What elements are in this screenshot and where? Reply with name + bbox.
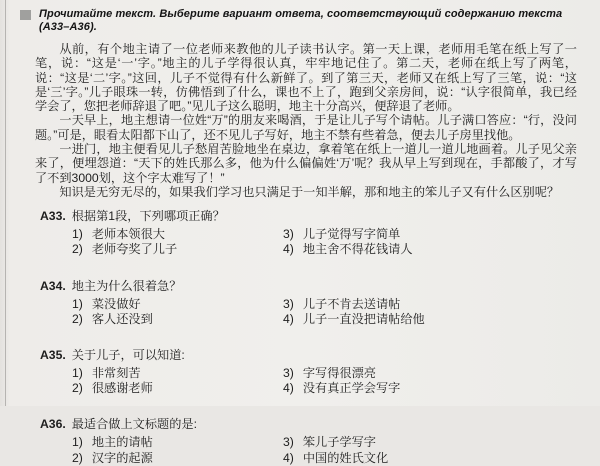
option-number: 1) bbox=[72, 366, 83, 381]
options-grid bbox=[40, 297, 577, 327]
option-text: 很感谢老师 bbox=[91, 381, 153, 396]
option-1 bbox=[72, 366, 283, 381]
questions-section bbox=[40, 209, 577, 466]
question-heading bbox=[40, 209, 577, 224]
question-text: 地主为什么很着急？ bbox=[71, 278, 182, 293]
question-a33 bbox=[40, 209, 577, 257]
option-4 bbox=[283, 381, 577, 396]
option-4 bbox=[283, 451, 577, 466]
instruction-text: Прочитайте текст. Выберите вариант ответа, соответствующий содержанию текста (А33–А36). bbox=[39, 8, 563, 33]
option-2 bbox=[72, 451, 283, 466]
passage-paragraph: 一天早上，地主想请一位姓“万”的朋友来喝酒，于是让儿子写个请帖。儿子满口答应：“行，没问题。”可是，眼看太阳都下山了，还不见儿子写好，地主不禁有些着急，便去儿子房里找他。 bbox=[35, 113, 577, 142]
option-2 bbox=[72, 381, 283, 396]
option-number: 3) bbox=[283, 435, 294, 450]
option-text: 非常刻苦 bbox=[91, 366, 141, 381]
option-number: 2) bbox=[72, 381, 83, 396]
square-bullet-icon bbox=[20, 10, 31, 20]
option-1 bbox=[72, 435, 283, 450]
option-3 bbox=[283, 227, 577, 242]
option-1 bbox=[72, 297, 283, 312]
option-number: 3) bbox=[283, 227, 294, 242]
reading-passage bbox=[35, 42, 577, 199]
passage-paragraph: 知识是无穷无尽的，如果我们学习也只满足于一知半解，那和地主的笨儿子又有什么区别呢？ bbox=[59, 184, 560, 199]
option-2 bbox=[72, 312, 283, 327]
option-number: 4) bbox=[283, 311, 294, 326]
option-number: 3) bbox=[283, 366, 294, 381]
option-text: 笨儿子学写字 bbox=[302, 435, 376, 450]
question-id: A33. bbox=[40, 209, 66, 224]
option-text: 中国的姓氏文化 bbox=[302, 450, 389, 465]
options-grid bbox=[40, 435, 577, 465]
options-grid bbox=[40, 366, 577, 396]
option-number: 3) bbox=[283, 296, 294, 311]
option-text: 菜没做好 bbox=[91, 296, 141, 311]
question-text: 关于儿子，可以知道: bbox=[71, 348, 185, 363]
option-number: 2) bbox=[72, 242, 83, 257]
option-text: 儿子觉得写字简单 bbox=[302, 227, 401, 242]
option-number: 4) bbox=[283, 381, 294, 396]
option-number: 4) bbox=[283, 450, 294, 465]
question-heading bbox=[40, 279, 577, 294]
question-a34 bbox=[40, 279, 577, 327]
option-text: 没有真正学会写字 bbox=[302, 381, 401, 396]
option-text: 地主的请帖 bbox=[91, 435, 153, 450]
option-text: 儿子一直没把请帖给他 bbox=[302, 311, 425, 326]
question-text: 最适合做上文标题的是: bbox=[71, 417, 198, 432]
option-1 bbox=[72, 227, 283, 242]
option-number: 1) bbox=[72, 296, 83, 311]
option-4 bbox=[283, 242, 577, 257]
option-text: 客人还没到 bbox=[91, 311, 153, 326]
question-id: A36. bbox=[40, 417, 66, 432]
option-2 bbox=[72, 242, 283, 257]
option-text: 儿子不肯去送请帖 bbox=[302, 296, 401, 311]
option-text: 汉字的起源 bbox=[91, 450, 153, 465]
passage-paragraph: 从前，有个地主请了一位老师来教他的儿子读书认字。第一天上课，老师用毛笔在纸上写了一笔，说：“这是‘一’字。”地主的儿子学得很认真，牢牢地记住了。第二天，老师在纸上写了两笔，说：“这是‘二’字。”这回，儿子不觉得有什么新鲜了。到了第三天，老师又在纸上写了三笔，说：“这是‘三’字。”儿子眼珠一转，仿佛悟到了什么，课也不上了，跑到父亲房间，说：“认字很简单，我已经学会了，您把老师辞退了吧。”见儿子这么聪明，地主十分高兴，便辞退了老师。 bbox=[35, 42, 577, 114]
option-3 bbox=[283, 297, 577, 312]
passage-paragraph: 一进门，地主便看见儿子愁眉苦脸地坐在桌边，拿着笔在纸上一道儿一道儿地画着。儿子见父亲来了，便埋怨道：“天下的姓氏那么多，他为什么偏偏姓‘万’呢？我从早上写到现在，手都酸了，才写了不到3000划，这个字太难写了！” bbox=[35, 142, 577, 185]
option-text: 字写得很漂亮 bbox=[302, 366, 376, 381]
option-number: 2) bbox=[72, 311, 83, 326]
question-a36 bbox=[40, 417, 577, 465]
option-number: 1) bbox=[72, 435, 83, 450]
option-number: 1) bbox=[72, 227, 83, 242]
options-grid bbox=[40, 227, 577, 257]
question-id: A35. bbox=[40, 348, 66, 363]
question-heading bbox=[40, 348, 577, 363]
option-text: 老师夸奖了儿子 bbox=[91, 242, 178, 257]
instruction-header bbox=[20, 8, 586, 34]
question-a35 bbox=[40, 348, 577, 396]
option-text: 地主舍不得花钱请人 bbox=[302, 242, 413, 257]
question-id: A34. bbox=[40, 278, 66, 293]
question-heading bbox=[40, 417, 577, 432]
option-number: 4) bbox=[283, 242, 294, 257]
option-number: 2) bbox=[72, 450, 83, 465]
option-3 bbox=[283, 435, 577, 450]
option-3 bbox=[283, 366, 577, 381]
question-text: 根据第1段，下列哪项正确？ bbox=[71, 209, 225, 224]
option-4 bbox=[283, 312, 577, 327]
option-text: 老师本领很大 bbox=[91, 227, 165, 242]
